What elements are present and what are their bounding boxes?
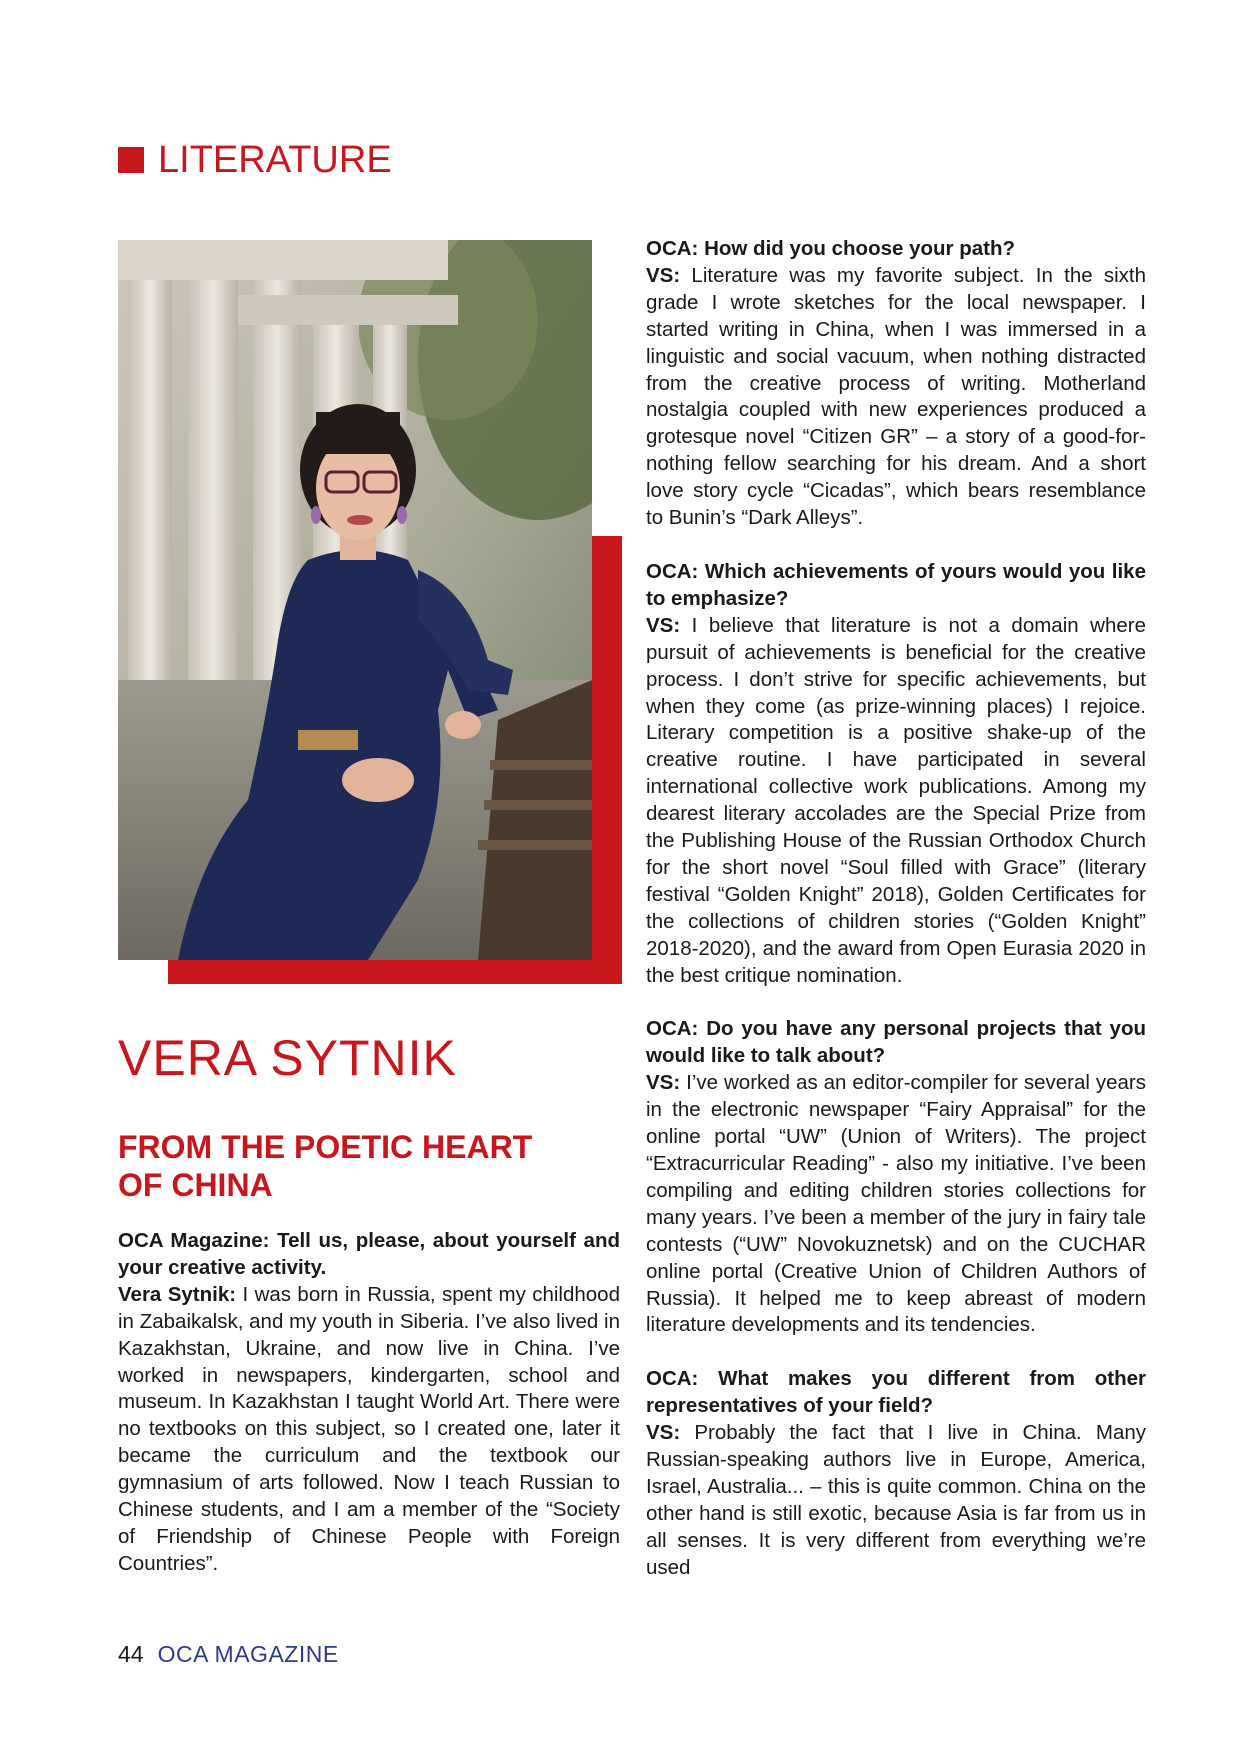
answer-label: VS: [646, 613, 681, 637]
intro-block [118, 1228, 620, 1578]
article-subtitle [118, 1128, 618, 1204]
answer-text: I’ve worked as an editor-compiler for several years in the electronic newspaper “Fairy Appraisal” for the online portal “UW” (Union of Writers). The project “Extracurricular Reading” - also my initiative. I’ve been compiling and editing children stories collections for many years. I’ve been a member of the jury in fairy tale contests (“UW” Novokuznetsk) and on the CUCHAR online portal (Creative Union of Children Authors of Russia). It helped me to keep abreast of modern literature developments and its tendencies. [646, 1071, 1146, 1337]
left-column [118, 1228, 620, 1605]
qa-block [646, 1366, 1146, 1581]
answer-label: VS: [646, 1071, 681, 1095]
section-label: LITERATURE [158, 139, 392, 181]
answer-label: VS: [646, 263, 681, 287]
person-name: VERA SYTNIK [118, 1030, 457, 1086]
answer-text: I believe that literature is not a domain where pursuit of achievements is beneficial for the creative process. I don’t strive for specific achievements, but when they come (as prize-winning places) I rejoice. Literary competition is a positive shake-up of the creative routine. I have participated in several international collective work publications. Among my dearest literary accolades are the Special Prize from the Publishing House of the Russian Orthodox Church for the short novel “Soul filled with Grace” (literary festival “Golden Knight” 2018), Golden Certificates for the collections of children stories (“Golden Knight” 2018-2020), and the award from Open Eurasia 2020 in the best critique nomination. [646, 613, 1146, 987]
magazine-name: OCA MAGAZINE [157, 1641, 339, 1667]
subtitle-line-2: OF CHINA [118, 1167, 273, 1203]
qa-block [646, 1016, 1146, 1339]
answer-label: VS: [646, 1421, 681, 1445]
question: OCA Magazine: Tell us, please, about yourself and your creative activity. [118, 1229, 620, 1279]
answer-text: I was born in Russia, spent my childhood in Zabaikalsk, and my youth in Siberia. I’ve also lived in Kazakhstan, Ukraine, and now live in China. I’ve worked in newspapers, kindergarten, school and museum. In Kazakhstan I taught World Art. There were no textbooks on this subject, so I created one, later it became the curriculum and the textbook our gymnasium of arts followed. Now I teach Russian to Chinese students, and I am a member of the “Society of Friendship of Chinese People with Foreign Countries”. [118, 1282, 620, 1575]
subtitle-line-1: FROM THE POETIC HEART [118, 1129, 533, 1165]
section-header [118, 136, 392, 184]
page-number: 44 [118, 1641, 144, 1667]
section-square-icon [118, 147, 144, 173]
question: OCA: How did you choose your path? [646, 237, 1015, 260]
question: OCA: What makes you different from other representatives of your field? [646, 1367, 1146, 1418]
page-footer [118, 1640, 339, 1668]
answer-text: Probably the fact that I live in China. Many Russian-speaking authors live in Europe, America, Israel, Australia... – this is quite common. China on the other hand is still exotic, because Asia is far from us in all senses. It is very different from everything we’re used [646, 1421, 1146, 1579]
question: OCA: Which achievements of yours would you like to emphasize? [646, 559, 1146, 610]
answer-label: Vera Sytnik: [118, 1282, 237, 1306]
portrait-photo [118, 240, 592, 960]
right-column [646, 236, 1146, 1609]
qa-block [646, 559, 1146, 990]
answer-text: Literature was my favorite subject. In the sixth grade I wrote sketches for the local newspaper. I started writing in China, when I was immersed in a linguistic and social vacuum, when nothing distracted from the creative process of writing. Motherland nostalgia coupled with new experiences produced a grotesque novel “Citizen GR” – a story of a good-for-nothing fellow searching for his dream. And a short love story cycle “Cicadas”, which bears resemblance to Bunin’s “Dark Alleys”. [646, 263, 1146, 530]
question: OCA: Do you have any personal projects that you would like to talk about? [646, 1017, 1146, 1068]
qa-block [646, 236, 1146, 532]
